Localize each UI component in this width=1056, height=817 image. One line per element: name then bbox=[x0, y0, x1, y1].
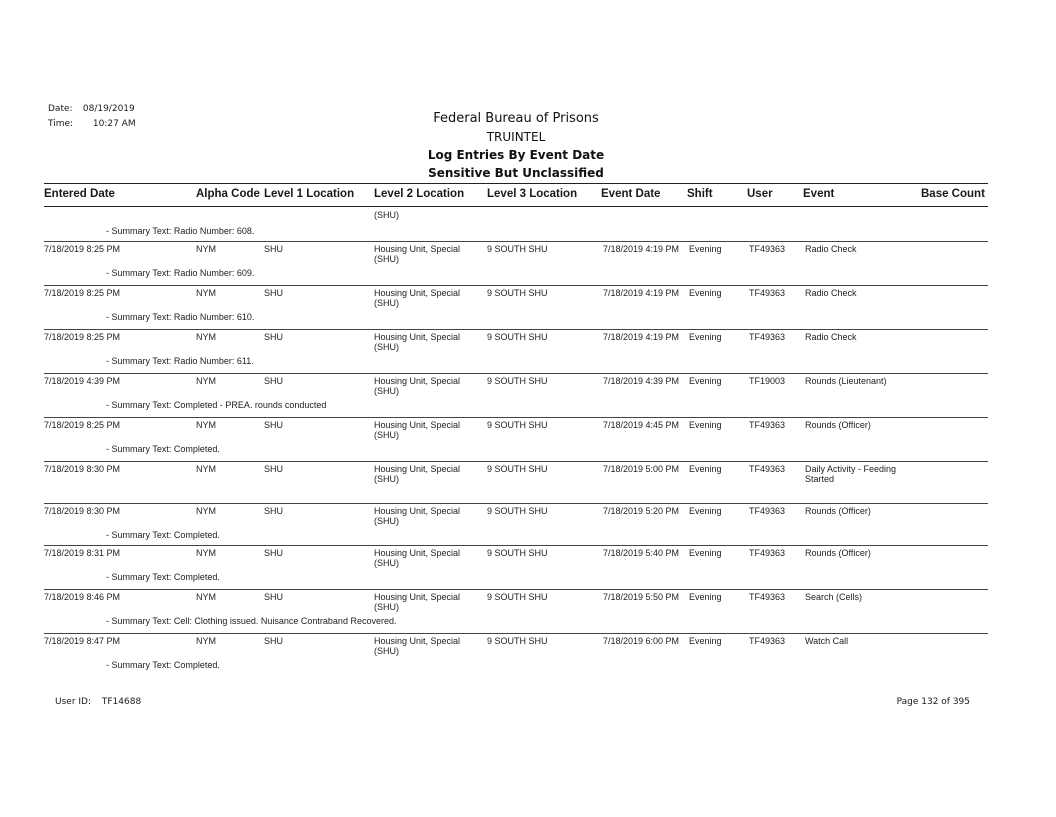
cell-user: TF19003 bbox=[749, 376, 786, 386]
cell-alpha: NYM bbox=[196, 244, 216, 254]
system-name: TRUINTEL bbox=[486, 130, 546, 144]
cell-entered: 7/18/2019 8:30 PM bbox=[44, 464, 121, 474]
summary-text: - Summary Text: Completed. bbox=[106, 660, 220, 670]
cell-alpha: NYM bbox=[196, 548, 216, 558]
cell-entered: 7/18/2019 8:25 PM bbox=[44, 420, 121, 430]
cell-level3: 9 SOUTH SHU bbox=[487, 592, 548, 602]
cell-user: TF49363 bbox=[749, 244, 786, 254]
cell-level3: 9 SOUTH SHU bbox=[487, 506, 548, 516]
summary-text: - Summary Text: Completed. bbox=[106, 572, 220, 582]
continuation-summary: - Summary Text: Radio Number: 608. bbox=[106, 226, 255, 236]
cell-event-date: 7/18/2019 6:00 PM bbox=[603, 636, 680, 646]
cell-level1: SHU bbox=[264, 592, 284, 602]
cell-level1: SHU bbox=[264, 332, 284, 342]
cell-entered: 7/18/2019 8:31 PM bbox=[44, 548, 121, 558]
row-divider bbox=[44, 241, 988, 242]
row-divider bbox=[44, 589, 988, 590]
cell-alpha: NYM bbox=[196, 464, 216, 474]
col-event: Event bbox=[803, 188, 835, 200]
cell-entered: 7/18/2019 4:39 PM bbox=[44, 376, 121, 386]
cell-shift: Evening bbox=[689, 464, 722, 474]
cell-event: Watch Call bbox=[805, 636, 849, 646]
cell-event-date: 7/18/2019 4:19 PM bbox=[603, 332, 680, 342]
col-user: User bbox=[747, 188, 773, 200]
time-label: Time: bbox=[48, 119, 74, 129]
cell-user: TF49363 bbox=[749, 464, 786, 474]
cell-level3: 9 SOUTH SHU bbox=[487, 548, 548, 558]
cell-level2: Housing Unit, Special (SHU) bbox=[374, 244, 461, 264]
col-level1-location: Level 1 Location bbox=[264, 188, 355, 200]
cell-event: Rounds (Officer) bbox=[805, 548, 871, 558]
cell-event-date: 7/18/2019 5:40 PM bbox=[603, 548, 680, 558]
cell-level2: Housing Unit, Special (SHU) bbox=[374, 288, 461, 308]
cell-event: Rounds (Officer) bbox=[805, 420, 871, 430]
cell-entered: 7/18/2019 8:25 PM bbox=[44, 244, 121, 254]
cell-shift: Evening bbox=[689, 288, 722, 298]
date-label: Date: bbox=[48, 104, 73, 114]
footer-user-id bbox=[55, 697, 141, 707]
cell-event: Rounds (Lieutenant) bbox=[805, 376, 887, 386]
cell-event-date: 7/18/2019 4:19 PM bbox=[603, 288, 680, 298]
row-divider bbox=[44, 417, 988, 418]
cell-alpha: NYM bbox=[196, 420, 216, 430]
cell-level2: Housing Unit, Special (SHU) bbox=[374, 506, 461, 526]
cell-shift: Evening bbox=[689, 420, 722, 430]
cell-event-date: 7/18/2019 5:20 PM bbox=[603, 506, 680, 516]
cell-alpha: NYM bbox=[196, 506, 216, 516]
cell-user: TF49363 bbox=[749, 636, 786, 646]
col-level3-location: Level 3 Location bbox=[487, 188, 578, 200]
cell-level1: SHU bbox=[264, 506, 284, 516]
cell-level1: SHU bbox=[264, 376, 284, 386]
cell-shift: Evening bbox=[689, 244, 722, 254]
cell-level3: 9 SOUTH SHU bbox=[487, 332, 548, 342]
header-bottom-rule bbox=[44, 206, 988, 207]
cell-alpha: NYM bbox=[196, 376, 216, 386]
cell-event-date: 7/18/2019 4:19 PM bbox=[603, 244, 680, 254]
cell-entered: 7/18/2019 8:25 PM bbox=[44, 288, 121, 298]
date-value: 08/19/2019 bbox=[82, 104, 135, 114]
cell-level2: Housing Unit, Special (SHU) bbox=[374, 420, 461, 440]
cell-level1: SHU bbox=[264, 420, 284, 430]
page-number: Page 132 of 395 bbox=[896, 697, 970, 707]
classification-banner: Sensitive But Unclassified bbox=[428, 166, 604, 180]
cell-event: Search (Cells) bbox=[805, 592, 863, 602]
summary-text: - Summary Text: Completed. bbox=[106, 444, 220, 454]
cell-level2: Housing Unit, Special (SHU) bbox=[374, 636, 461, 656]
cell-level3: 9 SOUTH SHU bbox=[487, 376, 548, 386]
cell-level3: 9 SOUTH SHU bbox=[487, 288, 548, 298]
cell-entered: 7/18/2019 8:47 PM bbox=[44, 636, 121, 646]
cell-level1: SHU bbox=[264, 548, 284, 558]
report-name: Log Entries By Event Date bbox=[427, 148, 605, 162]
cell-entered: 7/18/2019 8:30 PM bbox=[44, 506, 121, 516]
row-divider bbox=[44, 373, 988, 374]
cell-user: TF49363 bbox=[749, 506, 786, 516]
row-divider bbox=[44, 545, 988, 546]
col-shift: Shift bbox=[687, 188, 713, 200]
cell-event: Radio Check bbox=[805, 244, 857, 254]
cell-level2: Housing Unit, Special (SHU) bbox=[374, 332, 461, 352]
summary-text: - Summary Text: Completed. bbox=[106, 530, 220, 540]
row-divider bbox=[44, 329, 988, 330]
cell-level1: SHU bbox=[264, 464, 284, 474]
cell-user: TF49363 bbox=[749, 548, 786, 558]
cell-event-date: 7/18/2019 5:50 PM bbox=[603, 592, 680, 602]
row-divider bbox=[44, 503, 988, 504]
cell-level1: SHU bbox=[264, 636, 284, 646]
cell-alpha: NYM bbox=[196, 636, 216, 646]
cell-level3: 9 SOUTH SHU bbox=[487, 464, 548, 474]
summary-text: - Summary Text: Radio Number: 611. bbox=[106, 356, 254, 366]
cell-shift: Evening bbox=[689, 332, 722, 342]
continuation-level2: (SHU) bbox=[374, 210, 399, 220]
time-value: 10:27 AM bbox=[92, 119, 136, 129]
cell-shift: Evening bbox=[689, 636, 722, 646]
col-entered-date: Entered Date bbox=[44, 188, 115, 200]
col-base-count: Base Count bbox=[921, 188, 985, 200]
cell-user: TF49363 bbox=[749, 288, 786, 298]
summary-text: - Summary Text: Completed - PREA. rounds conducted bbox=[106, 400, 327, 410]
cell-user: TF49363 bbox=[749, 332, 786, 342]
user-id-value: TF14688 bbox=[101, 697, 142, 707]
cell-level2: Housing Unit, Special (SHU) bbox=[374, 464, 461, 484]
col-alpha-code: Alpha Code bbox=[196, 188, 260, 200]
col-level2-location: Level 2 Location bbox=[374, 188, 465, 200]
cell-level3: 9 SOUTH SHU bbox=[487, 420, 548, 430]
user-id-label: User ID: bbox=[55, 697, 91, 707]
cell-level3: 9 SOUTH SHU bbox=[487, 636, 548, 646]
cell-event: Daily Activity - Feeding Started bbox=[805, 464, 897, 484]
cell-shift: Evening bbox=[689, 592, 722, 602]
cell-level2: Housing Unit, Special (SHU) bbox=[374, 592, 461, 612]
summary-text: - Summary Text: Cell: Clothing issued. Nuisance Contraband Recovered. bbox=[106, 616, 397, 626]
col-event-date: Event Date bbox=[601, 188, 661, 200]
cell-alpha: NYM bbox=[196, 288, 216, 298]
cell-event-date: 7/18/2019 5:00 PM bbox=[603, 464, 680, 474]
cell-level1: SHU bbox=[264, 244, 284, 254]
cell-level2: Housing Unit, Special (SHU) bbox=[374, 376, 461, 396]
cell-event: Rounds (Officer) bbox=[805, 506, 871, 516]
agency-title: Federal Bureau of Prisons bbox=[433, 111, 599, 126]
cell-shift: Evening bbox=[689, 506, 722, 516]
cell-level1: SHU bbox=[264, 288, 284, 298]
cell-shift: Evening bbox=[689, 548, 722, 558]
row-divider bbox=[44, 633, 988, 634]
cell-user: TF49363 bbox=[749, 420, 786, 430]
cell-event: Radio Check bbox=[805, 288, 857, 298]
cell-entered: 7/18/2019 8:46 PM bbox=[44, 592, 121, 602]
summary-text: - Summary Text: Radio Number: 610. bbox=[106, 312, 255, 322]
cell-level3: 9 SOUTH SHU bbox=[487, 244, 548, 254]
row-divider bbox=[44, 285, 988, 286]
row-divider bbox=[44, 461, 988, 462]
cell-event-date: 7/18/2019 4:45 PM bbox=[603, 420, 680, 430]
cell-alpha: NYM bbox=[196, 332, 216, 342]
cell-user: TF49363 bbox=[749, 592, 786, 602]
header-top-rule bbox=[44, 183, 988, 184]
cell-alpha: NYM bbox=[196, 592, 216, 602]
cell-level2: Housing Unit, Special (SHU) bbox=[374, 548, 461, 568]
summary-text: - Summary Text: Radio Number: 609. bbox=[106, 268, 255, 278]
cell-event: Radio Check bbox=[805, 332, 857, 342]
cell-event-date: 7/18/2019 4:39 PM bbox=[603, 376, 680, 386]
cell-shift: Evening bbox=[689, 376, 722, 386]
cell-entered: 7/18/2019 8:25 PM bbox=[44, 332, 121, 342]
